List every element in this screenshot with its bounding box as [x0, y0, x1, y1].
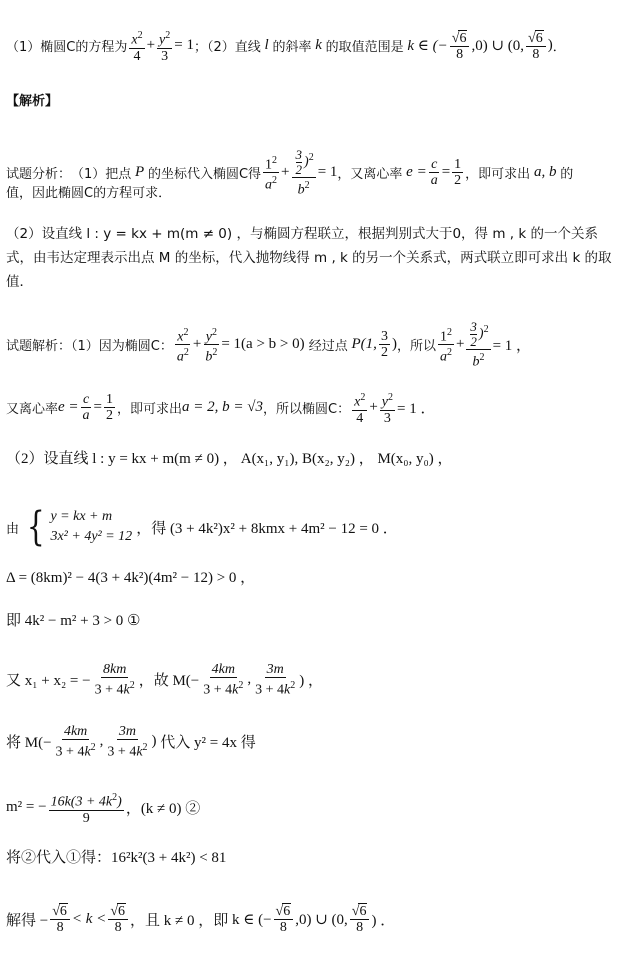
- solution-sum-line: 又 x₁ + x₂ = − $\frac{8km}{3 + 4k^2}$ ，故 M(− $\frac{4km}{3 + 4k^2}$ , $\frac{3m}{3 + 4k^2}$ ) ，: [6, 662, 324, 698]
- fraction-sqrt6-over-8: $\frac{√6}{8}$: [108, 903, 128, 935]
- system-eq-1: y = kx + m: [50, 509, 113, 524]
- section-title: [6, 90, 624, 109]
- fraction-1-over-2: $\frac{1}{2}$: [454, 157, 462, 189]
- solution-delta: Δ = (8km)² − 4(3 + 4k²)(4m² − 12) > 0 ，: [6, 570, 256, 586]
- solution-final-mid: ，且 k ≠ 0 ，即: [130, 912, 229, 929]
- system-eq-2: 3x² + 4y² = 12: [50, 529, 133, 544]
- solution-quadratic: ，得 (3 + 4k²)x² + 8kmx + 4m² − 12 = 0 ．: [136, 520, 398, 537]
- fraction-sqrt6-over-8: $\frac{√6}{8}$: [350, 903, 370, 935]
- fraction-x2-over-a2: $\frac{x^2}{a^2}$: [176, 326, 189, 365]
- fraction-3m-over-3-4k2: $\frac{3m}{3 + 4k^2}$: [107, 724, 148, 760]
- solution-m2-suffix: ，(k ≠ 0) ②: [125, 801, 201, 818]
- fraction-1-over-a2: $\frac{1^2}{a^2}$: [265, 154, 278, 193]
- solution-sum-prefix: 又 x₁ + x₂ = −: [6, 673, 91, 690]
- fraction-c-over-a: $\frac{c}{a}$: [430, 157, 438, 189]
- fraction-16k-over-9: $\frac{16k(3 + 4k^2)}{9}$: [50, 792, 122, 826]
- solution-ineq1: 即 4k² − m² + 3 > 0 ①: [6, 613, 141, 629]
- solution-sub-mid: 代入 y² = 4x 得: [160, 735, 256, 752]
- solution-line-2: [6, 447, 624, 468]
- analysis-line-1: 试题分析： （1）把点 P 的坐标代入椭圆C得 $\frac{1^2}{a^2}$ + $\frac{3}{2}$ )$^2$ $b^2$ = 1 ，又离心率 e = $\frac{c}{a}$ = $\frac{1}{2}$ ，即可求出 a, b 的: [6, 147, 574, 198]
- fraction-3-over-2: $\frac{3}{2}$: [380, 329, 388, 361]
- fraction-nested-3-2-over-b2: $\frac{3}{2}$ )$^2$ $b^2$: [466, 320, 490, 370]
- fraction-y2-over-b2: $\frac{y^2}{b^2}$: [205, 326, 218, 365]
- solution-ecc-so: ，所以椭圆C：: [263, 402, 351, 418]
- fraction-sqrt6-over-8: $\frac{√6}{8}$: [526, 30, 546, 62]
- answer-part1-prefix: （1）椭圆C的方程为: [6, 40, 128, 56]
- solution-ecc-vals: a = 2, b = √3: [182, 399, 264, 416]
- analysis-p1-c: ，又离心率: [337, 167, 403, 183]
- analysis-label: 试题分析：: [6, 167, 72, 183]
- solution-sum-mid: ，故 M(−: [138, 673, 200, 690]
- solution-final-prefix: 解得 −: [6, 912, 49, 929]
- analysis-p2: （2）设直线 l : y = kx + m(m ≠ 0) ，与椭圆方程联立，根据判别式大于0，得 m , k 的一个关系式，由韦达定理表示出点 M 的坐标，代入抛物线得 m , k 的另一个关系式，两式联立即可求出 k 的取值．: [6, 226, 612, 290]
- solution-ineq1-line: [6, 609, 624, 630]
- fraction-y2-over-3: $\frac{y^2}{3}$: [159, 30, 171, 64]
- fraction-4km-over-3-4k2: $\frac{4km}{3 + 4k^2}$: [203, 662, 244, 698]
- analysis-p1-b: 的坐标代入椭圆C得: [147, 167, 262, 183]
- answer-part2-prefix: ；（2）直线: [193, 40, 261, 56]
- fraction-x2-over-4: $\frac{x^2}{4}$: [354, 392, 366, 426]
- fraction-4km-over-3-4k2: $\frac{4km}{3 + 4k^2}$: [55, 724, 96, 760]
- section-title-text: 【解析】: [6, 94, 59, 109]
- fraction-x2-over-4: $\frac{x^2}{4}$: [131, 30, 143, 64]
- solution-line-ecc: 又离心率 e = $\frac{c}{a}$ = $\frac{1}{2}$ ，即可求出 a = 2, b = √3 ，所以椭圆C： $\frac{x^2}{4}$ + $\frac{y^2}{3}$ = 1 ．: [6, 392, 436, 426]
- solution-line-1: 试题解析：（1）因为椭圆C： $\frac{x^2}{a^2}$ + $\frac{y^2}{b^2}$ = 1(a > b > 0) 经过点 P(1, $\frac{3}{2}$ ) ，所以 $\frac{1^2}{a^2}$ + $\frac{3}{2}$ )$^2$ $b^2$ = 1 ，: [6, 319, 532, 370]
- answer-eq-rhs: = 1: [174, 37, 194, 54]
- solution-ecc-prefix: 又离心率: [6, 402, 59, 418]
- solution-final-line: 解得 − $\frac{√6}{8}$ < k < $\frac{√6}{8}$ ，且 k ≠ 0 ，即 k ∈ (− $\frac{√6}{8}$ ,0) ∪ (0, $\frac{√6}{8}$ ) ．: [6, 904, 396, 935]
- solution-system-line: [6, 504, 624, 550]
- equation-system: { y = kx + m 3x² + 4y² = 12: [26, 504, 133, 550]
- solution-m2-line: [6, 790, 624, 826]
- solution-by-prefix: 由: [6, 521, 20, 537]
- solution-ecc-mid: ，即可求出: [117, 402, 183, 418]
- solution-passes: 经过点: [308, 339, 348, 355]
- analysis-p1-e: 的: [560, 167, 574, 183]
- answer-part2-suffix: 的取值范围是: [325, 40, 404, 56]
- solution-plug: 将②代入①得：16²k²(3 + 4k²) < 81: [6, 850, 227, 866]
- fraction-1-over-2: $\frac{1}{2}$: [106, 392, 114, 424]
- analysis-p1-d: ，即可求出: [465, 167, 531, 183]
- solution-sub-prefix: 将 M(−: [6, 735, 52, 752]
- solution-m2: m² = −: [6, 799, 47, 816]
- solution-line2-text: （2）设直线 l : y = kx + m(m ≠ 0) ， A(x₁, y₁), B(x₂, y₂) ， M(x₀, y₀) ，: [6, 451, 453, 467]
- answer-part2-mid: 的斜率: [272, 40, 312, 56]
- fraction-3m-over-3-4k2: $\frac{3m}{3 + 4k^2}$: [255, 662, 296, 698]
- analysis-p1-cont: 值，因此椭圆C的方程可求．: [6, 186, 172, 201]
- fraction-y2-over-3: $\frac{y^2}{3}$: [381, 392, 393, 426]
- fraction-c-over-a: $\frac{c}{a}$: [82, 392, 90, 424]
- fraction-sqrt6-over-8: $\frac{√6}{8}$: [274, 903, 294, 935]
- fraction-8km-over-3-4k2: $\frac{8km}{3 + 4k^2}$: [94, 662, 135, 698]
- solution-plug-line: [6, 846, 624, 867]
- solution-so: ，所以: [396, 339, 436, 355]
- solution-delta-line: [6, 566, 624, 587]
- fraction-1-over-a2: $\frac{1^2}{a^2}$: [439, 326, 452, 365]
- analysis-p1-a: （1）把点: [71, 167, 132, 183]
- answer-line: （1）椭圆C的方程为 $\frac{x^2}{4}$ + $\frac{y^2}{3}$ = 1 ；（2）直线 l 的斜率 k 的取值范围是 k ∈ (− $\frac{√6}{8}$ ,0) ∪ (0, $\frac{√6}{8}$ ) ．: [6, 30, 566, 64]
- fraction-nested-3-2-over-b2: $\frac{3}{2}$ )$^2$ $b^2$: [292, 148, 316, 198]
- answer-end-dot: ．: [552, 40, 566, 56]
- analysis-para-2: [6, 222, 624, 294]
- analysis-line-1b: [6, 182, 624, 201]
- solution-sub-line: 将 M(− $\frac{4km}{3 + 4k^2}$ , $\frac{3m}{3 + 4k^2}$ ) 代入 y² = 4x 得: [6, 724, 256, 760]
- fraction-sqrt6-over-8: $\frac{√6}{8}$: [450, 30, 470, 62]
- solution-label: 试题解析：（1）因为椭圆C：: [6, 339, 173, 355]
- fraction-sqrt6-over-8: $\frac{√6}{8}$: [50, 903, 70, 935]
